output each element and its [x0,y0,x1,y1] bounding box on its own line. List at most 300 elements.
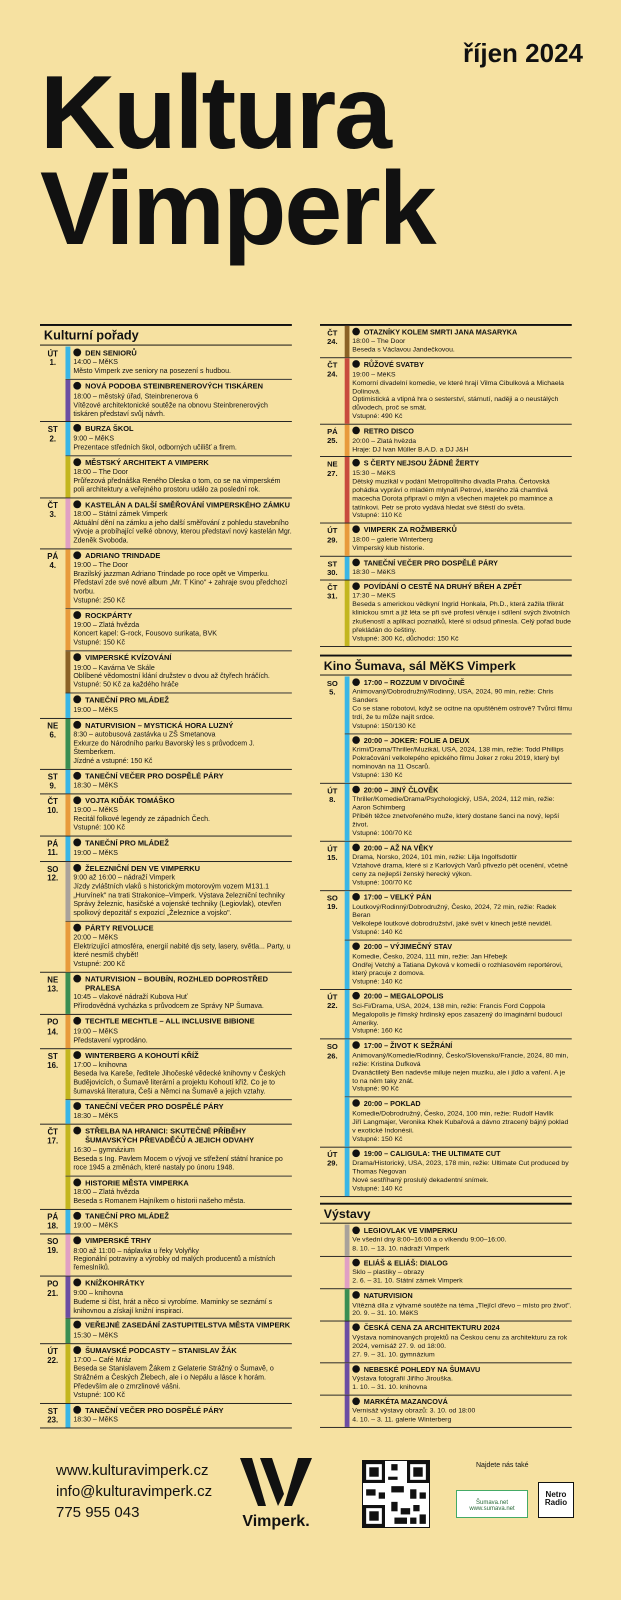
event-body [70,1235,292,1276]
event-details: Výstava fotografií Jiřího Jirouška. 1. 10. – 31. 10. knihovna [352,1373,453,1391]
event [345,1147,572,1196]
event [65,972,292,1014]
event-title: NEBESKÉ POHLEDY NA ŠUMAVU [363,1364,481,1374]
event [345,676,572,734]
bullet-icon [352,1100,360,1108]
event-details: 16:30 – gymnázium Beseda s Ing. Pavlem Mocem o vývoji ve střežení státní hranice po roce 1945 a změnách, které nastaly po únoru 1948. [73,1145,283,1172]
event [345,457,572,522]
event [65,422,292,456]
event-details: Drama, Norsko, 2024, 101 min, režie: Lilja Ingolfsdottir Vztahové drama, které si z Karlových Varů přivezlo pět ocenění, včetně ceny za nejlepší ženský herecký výkon. Vstupné: 100/70 Kč [352,852,568,887]
event-details: Animovaný/Komedie/Rodinný, Česko/Slovensko/Francie, 2024, 80 min, režie: Kristina Dufková Dvanáctiletý Ben nadevše miluje nejen muziku, ale i jídlo a vaření. A je to na něm taky znát. Vstupné: 90 Kč [352,1050,569,1094]
bullet-icon [352,943,360,951]
event-title-row [352,678,572,687]
event [345,1098,572,1147]
day-row [40,794,292,836]
exhibition-row [320,1322,572,1363]
day-row [320,784,572,842]
event-title: 17:00 – ROZZUM V DIVOČINĚ [363,678,465,687]
day-events [345,326,572,358]
event-details: 19:00 – MěKS [73,847,118,857]
day-date: SO 26. [326,1042,338,1060]
event-details: 17:00 – Café Mráz Beseda se Stanislavem Žákem z Gelaterie Strážný o Šumavě, o Strážném a Českých Žlebech, ale i o Nepálu a lásce k horám. Především ale o zmrzlinové vášni. Vstupné: 100 Kč [73,1355,274,1399]
bullet-icon [73,1051,81,1059]
event-body [70,921,292,971]
event-title-row [73,1346,292,1355]
event-title: TANEČNÍ PRO MLÁDEŽ [85,695,169,705]
day-date: ÚT 22. [327,993,338,1011]
day-events [345,524,572,556]
event-title: 20:00 – AŽ NA VĚKY [363,843,434,853]
event-title-row [73,796,292,805]
event-details: 19:00 – MěKS [73,704,118,714]
exhibition [345,1395,572,1427]
event-details: 20:00 – MěKS Elektrizující atmosféra, energií nabité djs sety, lasery, světla... Party, u které nesmíš chybět! Vstupné: 200 Kč [73,932,291,968]
event [65,862,292,922]
event-body [70,837,292,861]
event-title-row [352,893,572,902]
day-row [320,358,572,424]
event [65,1015,292,1048]
day-events [345,580,572,645]
event [345,326,572,358]
event [345,1257,572,1289]
event [345,1395,572,1427]
event-title-row [352,1100,572,1109]
exhibition-spacer [320,1395,345,1427]
event-details: Animovaný/Dobrodružný/Rodinný, USA, 2024, 90 min, režie: Chris Sanders Co se stane robotovi, když se ocitne na opuštěném ostrově? Tvůrci filmu trdí, že tu může najít srdce. Vstupné: 150/130 Kč [352,687,572,730]
event-details: Krimi/Drama/Thriller/Muzikál, USA, 2024, 138 min, režie: Todd Phillips Pokračování velkolepého epického filmu Joker z roku 2019, který byl nominován na 11 Oscarů. Vstupné: 130 Kč [352,745,564,780]
day-row [40,1235,292,1277]
event [345,425,572,457]
event-body [349,990,572,1039]
event-title: KNÍŽKOHRÁTKY [85,1278,145,1288]
exhibition [345,1257,572,1289]
bullet-icon [73,1346,81,1354]
event [65,347,292,381]
event-body [349,842,572,891]
day-date: ÚT 29. [327,1150,338,1168]
sponsor-sumava-url: www.sumava.net [469,1506,515,1512]
event-title-row [352,1259,572,1268]
day-row [320,990,572,1039]
bullet-icon [352,992,360,1000]
day-date: ÚT 8. [327,786,338,804]
event [345,580,572,645]
event [345,891,572,940]
event-details: Komedie/Dobrodružný, Česko, 2024, 100 min, režie: Rudolf Havlík Jiří Langmajer, Veronika Khek Kubařová a dávno ztracený bájný poklad v exotické Indonésii. Vstupné: 150 Kč [352,1108,569,1143]
event-title: TANEČNÍ PRO MLÁDEŽ [85,838,169,848]
event-details: Thriller/Komedie/Drama/Psychologický, USA, 2024, 112 min, režie: Aaron Schimberg Příběh těžce znetvořeného muže, který dostane šanci na nový, lepší život. Vstupné: 100/70 Kč [352,794,560,838]
event-body [349,1257,572,1289]
event-details: Ve všední dny 8:00–16:00 a o víkendu 9:00–16:00. 8. 10. – 13. 10. nádraží Vimperk [352,1235,507,1253]
event-details: 18:00 – The Door Beseda s Václavou Jandečkovou. [352,336,455,354]
event-title: ROCKPÁRTY [85,611,133,620]
day-events [65,1049,292,1124]
event-title: ŠUMAVSKÉ PODCASTY – STANISLAV ŽÁK [85,1345,237,1355]
section-kino: Kino Šumava, sál MěKS Vimperk [320,654,572,675]
event-title: NATURVISION – BOUBÍN, ROZHLED DOPROSTŘED PRALESA [85,974,268,993]
event-title-row [73,1212,292,1221]
event-title: 20:00 – MEGALOPOLIS [363,992,444,1001]
event-title: 20:00 – JINÝ ČLOVĚK [363,785,439,795]
bullet-icon [73,974,81,982]
bullet-icon [73,424,81,432]
day-events [345,891,572,989]
event [65,837,292,861]
event-title-row [73,1321,292,1330]
find-us-label: Najdete nás také [476,1462,529,1469]
event [65,1176,292,1209]
event-title: TECHTLE MECHTLE – ALL INCLUSIVE BIBIONE [85,1017,255,1026]
day-events [65,1210,292,1234]
day-events [345,990,572,1039]
event-title-row [73,424,292,433]
day-events [65,1277,292,1343]
event [65,498,292,548]
day-events [65,422,292,497]
bullet-icon [73,796,81,804]
day-date: SO 19. [47,1237,59,1256]
event-body [349,1040,572,1097]
event-title-row [352,1324,572,1333]
day-events [65,498,292,548]
event-body [349,1147,572,1196]
event [345,1322,572,1362]
event-title-row [73,1279,292,1288]
event-title-row [352,1226,572,1235]
event-title: DEN SENIORŮ [85,348,137,358]
event-details: Loutkový/Rodinný/Dobrodružný, Česko, 2024, 72 min, režie: Radek Beran Velkolepé loutkové dobrodružství, jaké svět v kinech ještě neviděl. Vstupné: 140 Kč [352,902,557,937]
event-title-row [73,1178,292,1187]
event-body [349,1395,572,1427]
event [345,842,572,891]
event-body [70,1100,292,1124]
event-title: VOJTA KIĎÁK TOMÁŠKO [85,796,175,806]
vystavy-list [320,1224,572,1428]
bullet-icon [73,653,81,661]
event-body [70,456,292,497]
bullet-icon [73,382,81,390]
event-details: 18:30 – MěKS [73,1111,118,1120]
event [65,1277,292,1319]
day-row [40,347,292,423]
event-title: VIMPERSKÉ TRHY [85,1236,152,1246]
event-details: 9:00 – knihovna Budeme si číst, hrát a něco si vyrobíme. Maminky se seznámí s knihovnou a získají knižní inspiraci. [73,1288,273,1315]
bullet-icon [352,1042,360,1050]
day-events [65,770,292,794]
day-events [65,347,292,422]
day-date: ST 2. [47,425,58,444]
bullet-icon [73,611,81,619]
day-date: ST 9. [47,772,58,791]
event-details: 15:30 – MěKS [73,1330,118,1340]
event-details: 9:00 – MěKS Prezentace středních škol, odborných učilišť a firem. [73,433,237,452]
day-events [65,972,292,1014]
event-details: 19:00 – The Door Brazilský jazzman Adriano Trindade po roce opět ve Vimperku. Představí zde své nové album „Mr. T Kino" + zahraje svou předchozí tvorbu. Vstupné: 250 Kč [73,560,288,605]
bullet-icon [73,1212,81,1220]
event [65,1049,292,1100]
event [65,1404,292,1428]
day-row [320,891,572,990]
event-title-row [352,360,572,369]
event [65,549,292,609]
event-body [70,380,292,421]
bullet-icon [73,1321,81,1329]
event-title-row [73,1237,292,1246]
event-title: TANEČNÍ VEČER PRO DOSPĚLÉ PÁRY [363,558,498,567]
event-title-row [352,1365,572,1374]
event-title-row [352,1149,572,1158]
event-body [349,676,572,733]
day-row [40,1210,292,1235]
day-date: ÚT 1. [47,349,58,368]
event-body [70,719,292,769]
bullet-icon [352,893,360,901]
day-row [40,549,292,718]
right-column [320,324,572,1428]
bullet-icon [352,1397,360,1405]
day-row [40,862,292,973]
event-title-row [73,551,292,560]
sponsor-sumava[interactable] [456,1490,528,1518]
bullet-icon [73,1017,81,1025]
bullet-icon [352,1149,360,1157]
event-title-row [73,974,292,992]
event [65,770,292,794]
event-title: NOVÁ PODOBA STEINBRENEROVÝCH TISKÁREN [85,382,264,391]
bullet-icon [352,459,360,467]
event-title-row [352,459,572,468]
day-events [65,1015,292,1048]
bullet-icon [73,772,81,780]
event-title-row [73,1127,292,1145]
event-title-row [73,864,292,873]
event-body [70,1344,292,1403]
event-details: 20:00 – Zlatá hvězda Hraje: DJ Ivan Müller B.A.D. a DJ J&H [352,435,469,453]
event-body [70,1049,292,1099]
event-title-row [73,500,292,509]
event-title-row [352,1397,572,1406]
day-date: NE 6. [47,721,59,740]
event-title: 20:00 – VÝJIMEČNÝ STAV [363,942,453,952]
event [65,719,292,769]
day-row [320,326,572,359]
day-date: ČT 3. [47,501,58,520]
exhibition-spacer [320,1257,345,1289]
exhibition [345,1322,572,1362]
event-details: 18:00 – The Door Průřezová přednáška Reného Dleska o tom, co se na vimperském poli architektury a veřejného prostoru událo za poslední rok. [73,467,281,494]
day-row [40,837,292,862]
event-title: KASTELÁN A DALŠÍ SMĚŘOVÁNÍ VIMPERSKÉHO ZÁMKU [85,500,291,510]
event-title-row [73,1051,292,1060]
bullet-icon [352,736,360,744]
qr-code-icon [363,1461,429,1527]
bullet-icon [352,360,360,368]
event-body [70,1319,292,1343]
day-row [40,770,292,795]
event [65,1344,292,1403]
event [65,794,292,835]
day-events [345,1147,572,1196]
event-title-row [73,1017,292,1026]
exhibition-spacer [320,1363,345,1395]
event [65,651,292,693]
event [345,734,572,783]
day-row [320,1147,572,1196]
event-details: 8:30 – autobusová zastávka u ZŠ Smetanova Exkurze do Národního parku Bavorský les s průvodcem J. Štemberkem. Jízdné a vstupné: 150 Kč [73,729,255,765]
exhibition-spacer [320,1224,345,1256]
event-title-row [352,526,572,535]
exhibition-row [320,1363,572,1396]
day-row [40,498,292,549]
bullet-icon [352,786,360,794]
phone-number: 775 955 043 [56,1504,140,1521]
event-title-row [73,349,292,358]
day-date: PÁ 18. [47,1212,59,1231]
sponsor-netro-radio[interactable]: Netro Radio [538,1482,574,1518]
bullet-icon [352,1259,360,1267]
left-column [40,324,292,1429]
event-title-row [352,943,572,952]
day-events [65,837,292,861]
day-events [345,556,572,579]
website-link[interactable]: www.kulturavimperk.cz [56,1462,209,1479]
event-title: POVÍDÁNÍ O CESTĚ NA DRUHÝ BŘEH A ZPĚT [363,582,522,591]
event [65,1100,292,1124]
event-body [70,1404,292,1428]
bullet-icon [352,1365,360,1373]
event-title-row [73,611,292,620]
event-title: TANEČNÍ PRO MLÁDEŽ [85,1211,169,1221]
day-events [345,842,572,891]
kino-days [320,676,572,1196]
event-body [349,1098,572,1147]
event-details: 19:00 – MěKS Recitál folkové legendy ze západních Čech. Vstupné: 100 Kč [73,805,210,832]
bullet-icon [73,551,81,559]
event-body [70,1015,292,1048]
bullet-icon [73,923,81,931]
event-title-row [352,1042,572,1051]
day-date: ČT 24. [327,328,338,347]
event-title: HISTORIE MĚSTA VIMPERKA [85,1178,189,1187]
event-body [349,941,572,990]
event-body [349,425,572,457]
event-title: STŘELBA NA HRANICI: SKUTEČNÉ PŘÍBĚHY ŠUMAVSKÝCH PŘEVADĚČŮ A JEJICH ODVAHY [85,1126,255,1145]
day-row [320,842,572,891]
day-row [320,524,572,557]
event-details: Výstava nominovaných projektů na Českou cenu za architekturu za rok 2024, vernisáž 27. 9. od 18:00. 27. 9. – 31. 10. gymnázium [352,1332,568,1359]
event [345,358,572,423]
bullet-icon [73,500,81,508]
bullet-icon [73,1279,81,1287]
event-title-row [73,458,292,467]
event-body [70,1210,292,1234]
day-row [40,972,292,1015]
exhibition-row [320,1224,572,1257]
bullet-icon [352,328,360,336]
exhibition-spacer [320,1289,345,1321]
event-title-row [73,839,292,848]
day-events [65,719,292,769]
day-date: PO 14. [47,1018,59,1036]
event-title: TANEČNÍ VEČER PRO DOSPĚLÉ PÁRY [85,1405,224,1415]
event-title: NATURVISION [363,1291,413,1300]
event-details: 18:00 – Zlatá hvězda Beseda s Romanem Hajníkem o historii našeho města. [73,1187,246,1205]
day-date: ÚT 29. [327,526,338,544]
event-title: RETRO DISCO [363,426,414,436]
event-body [70,347,292,380]
event-body [349,734,572,783]
event-title-row [73,1102,292,1111]
event-title: VIMPERSKÉ KVÍZOVÁNÍ [85,653,172,663]
event-body [349,891,572,940]
day-events [345,676,572,783]
day-date: SO 12. [47,864,59,883]
day-events [65,1235,292,1276]
day-row [40,1277,292,1344]
section-vystavy: Výstavy [320,1202,572,1223]
event [65,921,292,971]
day-date: SO 5. [326,679,338,697]
email-link[interactable]: info@kulturavimperk.cz [56,1483,213,1500]
day-row [40,1404,292,1429]
event-details: 10:45 – vlakové nádraží Kubova Huť Přírodovědná vycházka s průvodcem ze Správy NP Šumava. [73,992,264,1011]
event-body [70,694,292,718]
event [345,524,572,556]
event-details: 19:00 – Zlatá hvězda Koncert kapel: G-rock, Fousovo surikata, BVK Vstupné: 150 Kč [73,620,217,647]
title-line-2: Vimperk [40,150,435,267]
day-events [345,358,572,423]
event-body [349,1363,572,1395]
event-body [349,1224,572,1256]
event-body [70,609,292,650]
event-details: 19:00 – MěKS [73,1220,118,1230]
event-details: 18:00 – Státní zámek Vimperk Aktuální dění na zámku a jeho další směřování z pohledu stavebního vývoje a probíhající velké obnovy, kterou představí nový kastelán Mgr. Zdeněk Svoboda. [73,509,292,545]
qr-code[interactable] [362,1460,430,1528]
event-body [70,1176,292,1209]
event-body [70,972,292,1014]
day-events [65,1404,292,1428]
event [65,380,292,421]
exhibition-row [320,1289,572,1322]
event-details: Komedie, Česko, 2024, 111 min, režie: Jan Hřebejk Ondřej Vetchý a Tatiana Dyková v komedii o rozhlasovém reportérovi, který pracuje z domova. Vstupné: 140 Kč [352,951,563,986]
event-title: OTAZNÍKY KOLEM SMRTI JANA MASARYKA [363,327,518,337]
event-body [349,556,572,579]
event-title: RŮŽOVÉ SVATBY [363,360,424,369]
event-title: TANEČNÍ VEČER PRO DOSPĚLÉ PÁRY [85,1101,224,1111]
exhibition [345,1289,572,1321]
bullet-icon [352,844,360,852]
bullet-icon [73,1127,81,1135]
bullet-icon [73,1102,81,1110]
event-details: 8:00 až 11:00 – náplavka u řeky Volyňky Regionální potraviny a výrobky od malých producentů a místních řemeslníků. [73,1245,276,1273]
day-events [65,1344,292,1403]
event-title-row [73,653,292,662]
event [65,694,292,718]
event [345,1040,572,1098]
event-details: 18:30 – MěKS [73,1414,118,1424]
right-days-top [320,324,572,647]
day-row [320,676,572,783]
sponsor-sumava-name: Šumava.net [475,1500,509,1506]
footer [0,1440,621,1600]
bullet-icon [352,427,360,435]
bullet-icon [73,721,81,729]
day-date: NE 27. [327,460,338,478]
event-title: 17:00 – ŽIVOT K SEŽRÁNÍ [363,1041,453,1051]
event-body [349,580,572,645]
bullet-icon [73,1178,81,1186]
